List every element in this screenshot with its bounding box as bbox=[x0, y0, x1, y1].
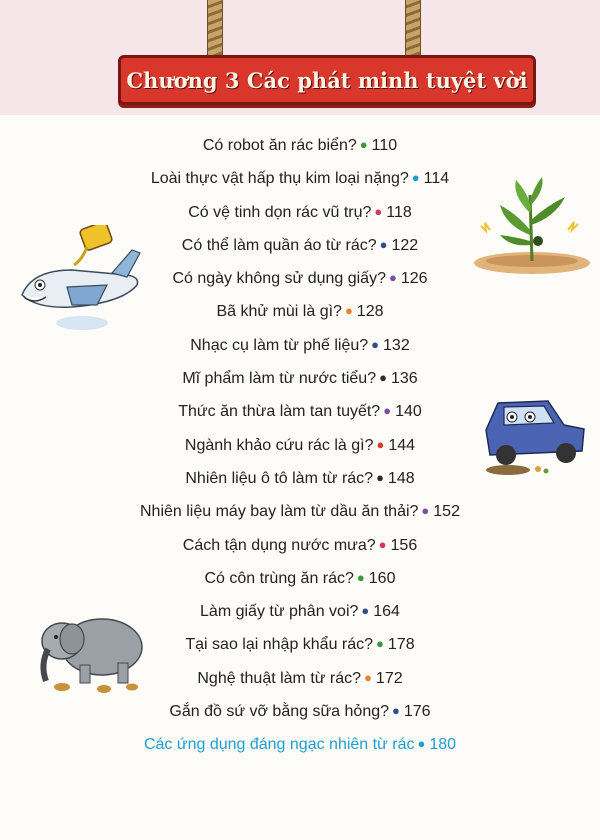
toc-item-title: Có ngày không sử dụng giấy? bbox=[172, 270, 386, 288]
toc-item-title: Nhạc cụ làm từ phế liệu? bbox=[190, 336, 369, 354]
toc-item-title: Thức ăn thừa làm tan tuyết? bbox=[178, 403, 381, 421]
toc-item[interactable] bbox=[100, 328, 500, 361]
toc-item[interactable] bbox=[100, 661, 500, 694]
toc-item-title: Có robot ăn rác biển? bbox=[202, 137, 357, 154]
toc-item-title: Bã khử mùi là gì? bbox=[216, 303, 342, 321]
bullet-dot-icon: ● bbox=[388, 270, 397, 286]
toc-item-title: Làm giấy từ phân voi? bbox=[200, 603, 359, 621]
toc-item-page: 164 bbox=[373, 603, 400, 621]
toc-item-page: 156 bbox=[390, 536, 418, 554]
toc-item[interactable] bbox=[100, 461, 500, 494]
toc-item-title: Mĩ phẩm làm từ nước tiểu? bbox=[182, 370, 377, 388]
toc-item-title: Có vệ tinh dọn rác vũ trụ? bbox=[188, 203, 372, 221]
toc-item-page: 136 bbox=[390, 370, 418, 388]
bullet-dot-icon: ● bbox=[417, 736, 426, 752]
rope-left bbox=[207, 0, 223, 62]
bullet-dot-icon: ● bbox=[379, 370, 387, 386]
toc-item-page: 110 bbox=[371, 137, 398, 154]
bullet-dot-icon: ● bbox=[379, 236, 388, 252]
bullet-dot-icon: ● bbox=[356, 569, 365, 585]
toc-item[interactable] bbox=[100, 627, 500, 660]
bullet-dot-icon: ● bbox=[376, 636, 384, 652]
toc-item[interactable] bbox=[100, 694, 500, 727]
toc-item-page: 178 bbox=[387, 636, 415, 654]
bullet-dot-icon: ● bbox=[378, 536, 387, 552]
toc-item-title: Ngành khảo cứu rác là gì? bbox=[184, 436, 374, 454]
toc-item-page: 172 bbox=[375, 669, 403, 687]
toc-item-title: Có côn trùng ăn rác? bbox=[204, 569, 354, 587]
toc-item-title: Có thể làm quần áo từ rác? bbox=[181, 236, 377, 254]
toc-item-title: Nhiên liệu máy bay làm từ dầu ăn thải? bbox=[140, 503, 419, 521]
bullet-dot-icon: ● bbox=[374, 203, 383, 219]
bullet-dot-icon: ● bbox=[371, 336, 380, 352]
toc-item[interactable] bbox=[100, 561, 500, 594]
toc-item-page: 122 bbox=[391, 236, 419, 254]
bullet-dot-icon: ● bbox=[344, 303, 353, 319]
toc-item-page: 126 bbox=[400, 270, 428, 288]
chapter-title: Chương 3 Các phát minh tuyệt vời bbox=[126, 67, 528, 93]
table-of-contents bbox=[100, 128, 500, 761]
toc-item[interactable] bbox=[100, 594, 500, 627]
toc-item-title: Loài thực vật hấp thụ kim loại nặng? bbox=[150, 170, 409, 188]
bullet-dot-icon: ● bbox=[361, 603, 370, 619]
toc-item[interactable] bbox=[100, 727, 500, 760]
toc-item[interactable] bbox=[100, 428, 500, 461]
toc-item-page: 152 bbox=[433, 503, 460, 521]
toc-item-page: 180 bbox=[429, 736, 457, 754]
toc-item-page: 132 bbox=[383, 336, 410, 354]
chapter-banner bbox=[118, 55, 536, 105]
bullet-dot-icon: ● bbox=[359, 137, 368, 152]
toc-item[interactable] bbox=[100, 528, 500, 561]
toc-item-page: 128 bbox=[356, 303, 384, 321]
toc-item[interactable] bbox=[100, 261, 500, 294]
toc-item[interactable] bbox=[100, 394, 500, 427]
toc-item-page: 114 bbox=[423, 170, 450, 188]
toc-item-title: Nghệ thuật làm từ rác? bbox=[197, 669, 362, 687]
toc-item[interactable] bbox=[100, 294, 500, 327]
toc-item-title: Gắn đồ sứ vỡ bằng sữa hỏng? bbox=[169, 703, 390, 721]
toc-item-page: 148 bbox=[387, 469, 415, 487]
toc-item-title: Nhiên liệu ô tô làm từ rác? bbox=[185, 469, 374, 487]
toc-item-page: 144 bbox=[388, 436, 416, 454]
toc-item[interactable] bbox=[100, 361, 500, 394]
toc-item[interactable] bbox=[100, 494, 500, 527]
toc-item[interactable] bbox=[100, 195, 500, 228]
bullet-dot-icon: ● bbox=[421, 503, 430, 519]
toc-item-title: Cách tận dụng nước mưa? bbox=[182, 536, 376, 554]
bullet-dot-icon: ● bbox=[376, 469, 384, 485]
toc-item-page: 160 bbox=[368, 569, 396, 587]
toc-item-page: 118 bbox=[386, 203, 412, 221]
bullet-dot-icon: ● bbox=[392, 703, 400, 719]
toc-item[interactable] bbox=[100, 128, 500, 161]
toc-item-page: 176 bbox=[403, 703, 431, 721]
rope-right bbox=[405, 0, 421, 62]
bullet-dot-icon: ● bbox=[411, 170, 420, 186]
bullet-dot-icon: ● bbox=[364, 669, 372, 685]
toc-item-page: 140 bbox=[395, 403, 422, 421]
toc-item[interactable] bbox=[100, 161, 500, 194]
toc-item[interactable] bbox=[100, 228, 500, 261]
bullet-dot-icon: ● bbox=[383, 403, 392, 419]
toc-item-title: Tại sao lại nhập khẩu rác? bbox=[185, 636, 374, 654]
toc-item-title: Các ứng dụng đáng ngạc nhiên từ rác bbox=[143, 736, 415, 754]
bullet-dot-icon: ● bbox=[376, 436, 385, 452]
